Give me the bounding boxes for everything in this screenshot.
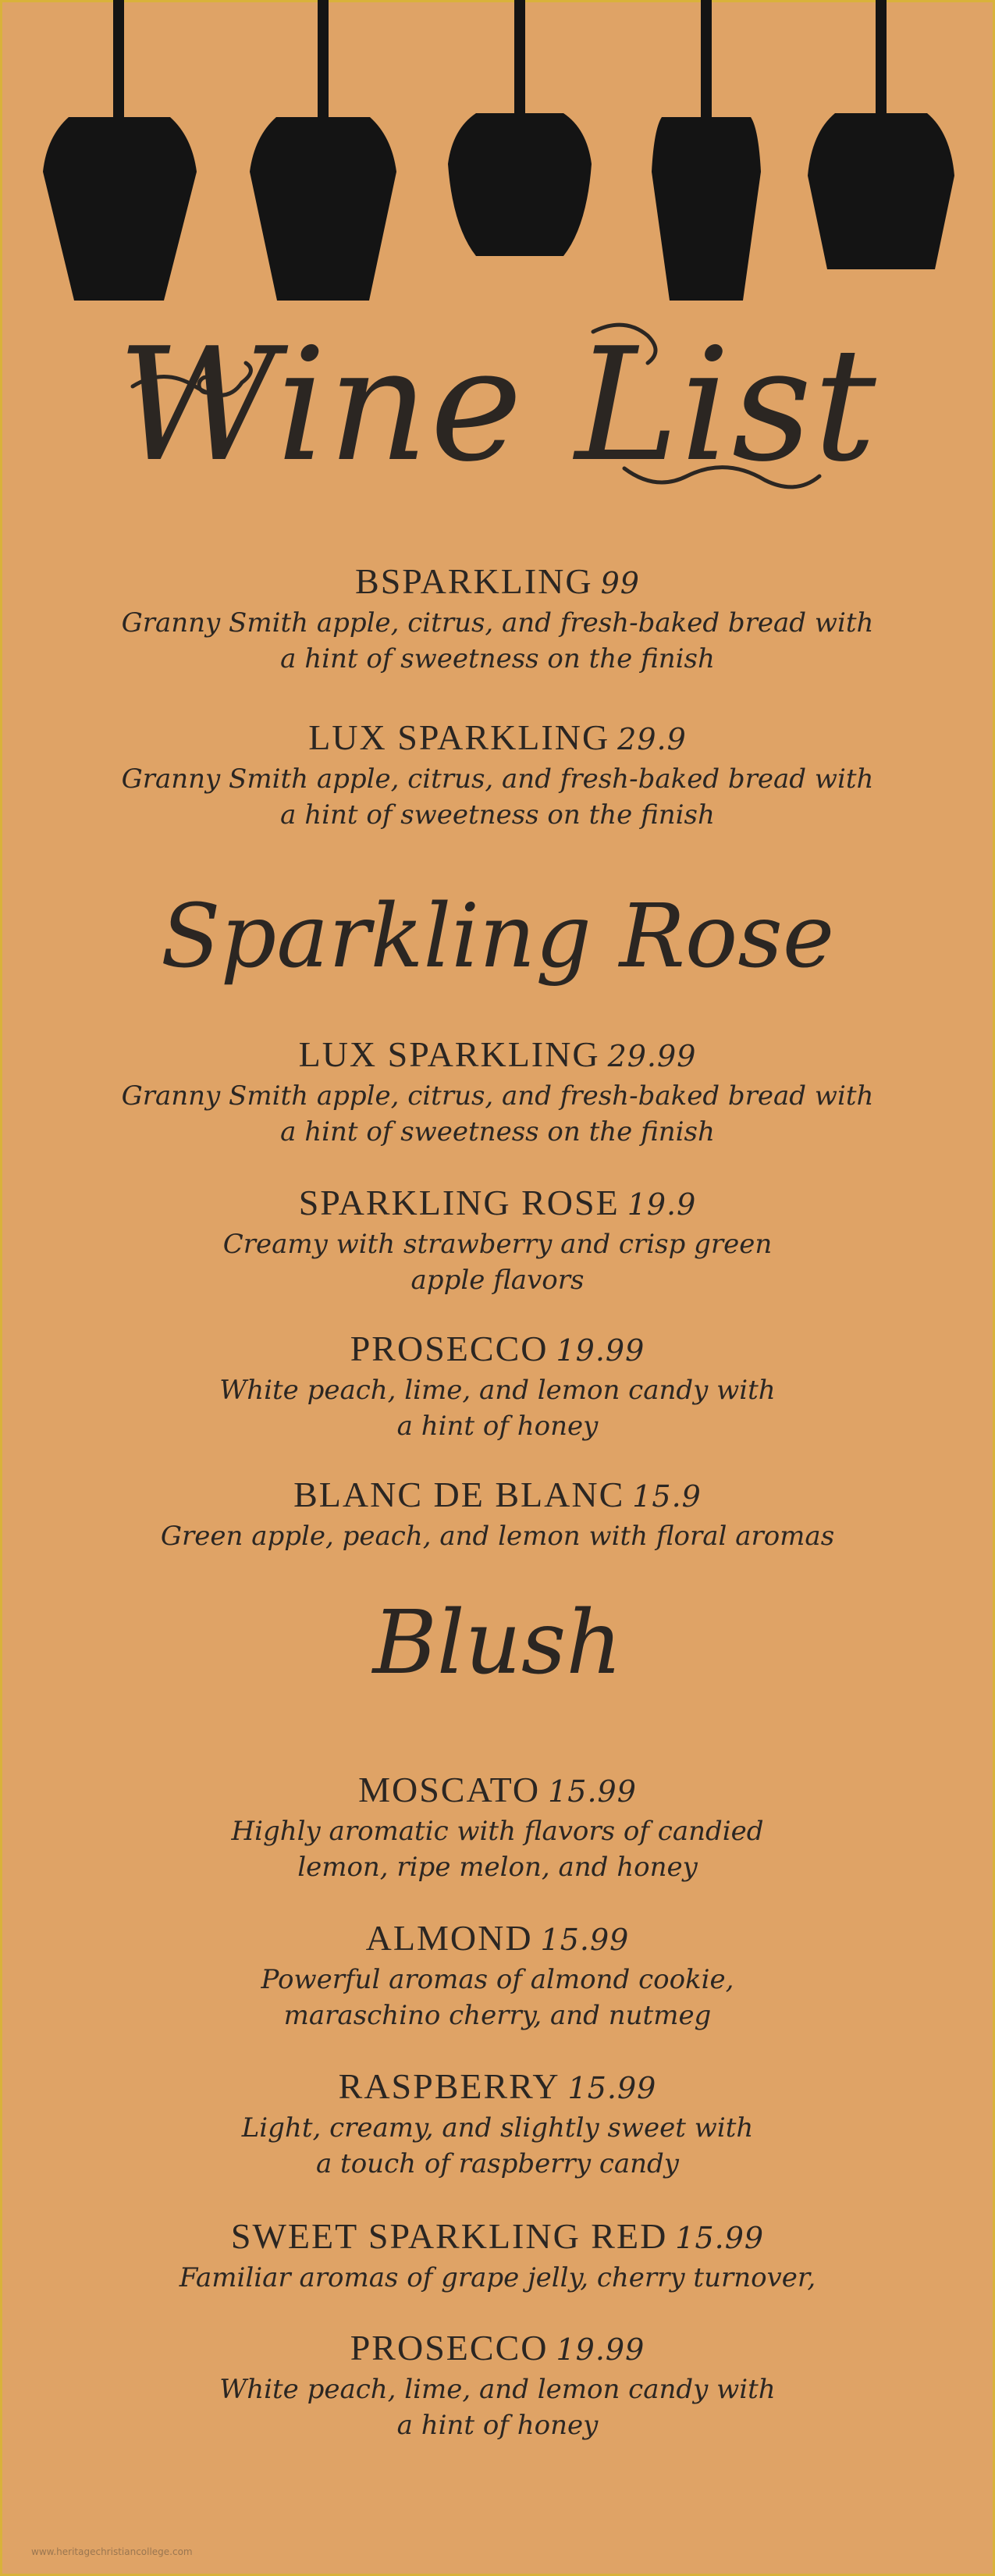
wine-name: LUX SPARKLING [298,1034,600,1074]
wine-price: 15.9 [632,1479,702,1514]
wine-description: White peach, lime, and lemon candy with a hint of honey [219,2374,776,2441]
wine-description: Familiar aromas of grape jelly, cherry turnover, [179,2262,816,2293]
hanging-wine-glasses [0,0,995,312]
wine-description: Green apple, peach, and lemon with floral aromas [160,1521,835,1552]
wine-glass-icon [43,0,197,301]
menu-title [0,308,995,503]
wine-name: LUX SPARKLING [308,717,610,757]
menu-item [0,560,995,677]
menu-item [0,1473,995,1554]
wine-description: Highly aromatic with flavors of candied lemon, ripe melon, and honey [231,1816,764,1883]
menu-item [0,1916,995,2033]
wine-price: 19.9 [627,1187,697,1222]
wine-name: SPARKLING ROSE [298,1183,620,1222]
wine-price: 99 [600,566,640,600]
title-text: Wine List [117,315,878,496]
wine-price: 29.9 [617,722,687,756]
wine-name: MOSCATO [358,1770,541,1809]
wine-description: Granny Smith apple, citrus, and fresh-baked bread with a hint of sweetness on the finish [121,763,874,831]
menu-item [0,2065,995,2182]
wine-glass-icon [652,0,761,301]
wine-price: 15.99 [567,2071,657,2105]
wine-description: Powerful aromas of almond cookie, maraschino cherry, and nutmeg [261,1964,734,2031]
wine-price: 19.99 [556,2332,645,2367]
menu-item [0,1327,995,1444]
wine-name: PROSECCO [350,2328,549,2368]
section-heading-blush: Blush [372,1592,623,1694]
wine-name: SWEET SPARKLING RED [230,2216,668,2256]
wine-description: White peach, lime, and lemon candy with a hint of honey [219,1375,776,1442]
wine-price: 15.99 [540,1923,630,1957]
menu-item [0,2326,995,2443]
menu-item [0,1181,995,1298]
menu-item [0,1768,995,1885]
wine-price: 15.99 [675,2221,765,2255]
wine-name: PROSECCO [350,1329,549,1368]
menu-item [0,1033,995,1150]
menu-item [0,2215,995,2296]
wine-name: BSPARKLING [355,561,593,601]
wine-description: Creamy with strawberry and crisp green apple flavors [222,1229,773,1296]
watermark: www.heritagechristiancollege.com [31,2546,193,2557]
menu-item [0,716,995,833]
wine-glass-icon [250,0,396,301]
wine-price: 19.99 [556,1333,645,1368]
wine-price: 15.99 [548,1774,637,1809]
wine-description: Light, creamy, and slightly sweet with a touch of raspberry candy [241,2112,754,2179]
section-heading-sparkling-rose: Sparkling Rose [160,886,835,987]
wine-description: Granny Smith apple, citrus, and fresh-baked bread with a hint of sweetness on the finish [121,1080,874,1147]
wine-name: RASPBERRY [338,2066,560,2106]
wine-glass-icon [808,0,954,269]
wine-description: Granny Smith apple, citrus, and fresh-baked bread with a hint of sweetness on the finish [121,607,874,674]
wine-name: BLANC DE BLANC [293,1475,625,1514]
wine-name: ALMOND [365,1918,533,1958]
wine-price: 29.99 [607,1039,697,1073]
wine-glass-icon [448,0,592,256]
